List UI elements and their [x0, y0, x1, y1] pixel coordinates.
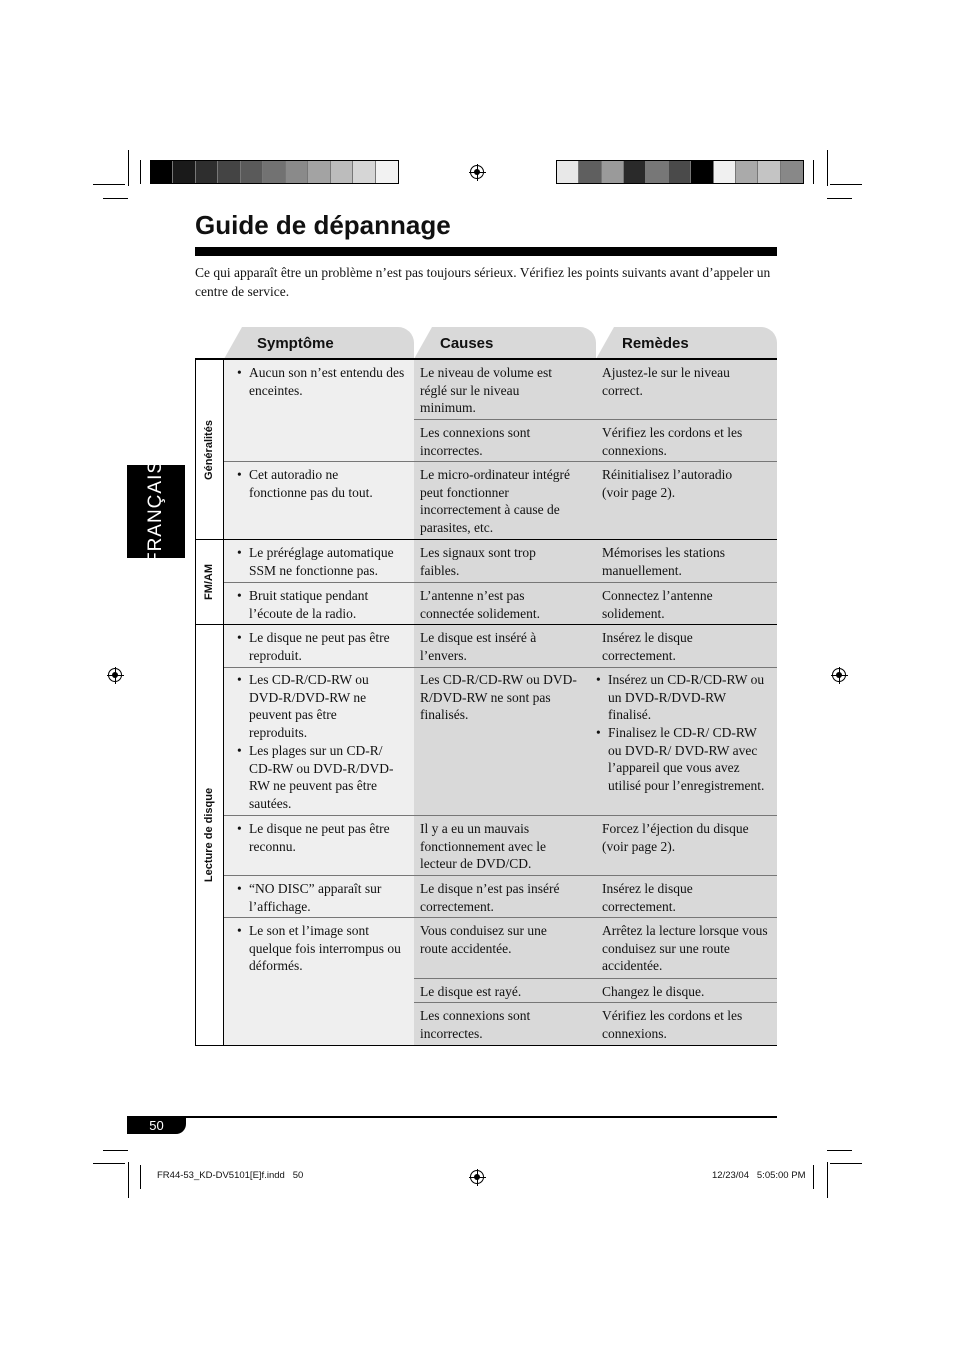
- row-divider: [224, 667, 777, 668]
- cause-cell: Il y a eu un mauvais fonctionnement avec le lecteur de DVD/CD.: [420, 821, 546, 872]
- symptom-cell: • Bruit statique pendant l’écoute de la radio.: [249, 587, 399, 622]
- symptom-cell: • Le disque ne peut pas être reproduit.: [249, 629, 409, 664]
- remedy-cell: Arrêtez la lecture lorsque vous conduisez sur une route accidentée.: [602, 923, 768, 974]
- remedy-cell: Forcez l’éjection du disque (voir page 2).: [602, 821, 749, 854]
- slug-filename: FR44-53_KD-DV5101[E]f.indd 50: [157, 1170, 304, 1181]
- remedy-cell: Changez le disque.: [602, 984, 705, 999]
- cause-cell: L’antenne n’est pas connectée solidement.: [420, 588, 540, 621]
- row-divider: [414, 419, 777, 420]
- cause-cell: Le disque n’est pas inséré correctement.: [420, 881, 560, 914]
- symptom-cell: • Les CD-R/CD-RW ou DVD-R/DVD-RW ne peuvent pas être reproduits.: [249, 671, 389, 741]
- remedy-cell: • Insérez un CD-R/CD-RW ou un DVD-R/DVD-RW finalisé.: [608, 671, 768, 724]
- cause-cell: Les connexions sont incorrectes.: [420, 425, 531, 458]
- page-title: Guide de dépannage: [195, 210, 451, 240]
- header-symptom: Symptôme: [224, 327, 414, 359]
- symptom-cell: • Le son et l’image sont quelque fois interrompus ou déformés.: [249, 922, 404, 975]
- remedy-cell: Connectez l’antenne solidement.: [602, 588, 713, 621]
- cause-cell: Le niveau de volume est réglé sur le niveau minimum.: [420, 365, 552, 416]
- row-divider: [224, 815, 777, 816]
- remedy-cell: Insérez le disque correctement.: [602, 881, 693, 914]
- crop-mark: [813, 160, 814, 184]
- symptom-cell: • Les plages sur un CD-R/ CD-RW ou DVD-R/DVD-RW ne peuvent pas être sautées.: [249, 742, 409, 812]
- category-lecture-de-disque: Lecture de disque: [195, 625, 224, 1045]
- registration-mark-icon: [470, 1170, 484, 1184]
- remedy-cell: Réinitialisez l’autoradio (voir page 2).: [602, 467, 733, 500]
- registration-mark-icon: [108, 668, 122, 682]
- crop-mark: [830, 184, 862, 185]
- cause-cell: Les connexions sont incorrectes.: [420, 1008, 531, 1041]
- cause-cell: Le disque est rayé.: [420, 984, 522, 999]
- category-fm-am: FM/AM: [195, 540, 224, 624]
- remedy-cell: Vérifiez les cordons et les connexions.: [602, 425, 743, 458]
- remedy-cell: Mémorises les stations manuellement.: [602, 545, 725, 578]
- crop-mark: [128, 150, 129, 186]
- row-divider: [224, 539, 777, 540]
- row-divider: [414, 1002, 777, 1003]
- crop-mark: [93, 1163, 125, 1164]
- cause-cell: Le disque est inséré à l’envers.: [420, 630, 537, 663]
- language-tab-label: FRANÇAIS: [145, 459, 166, 564]
- cause-cell: Les CD-R/CD-RW ou DVD-R/DVD-RW ne sont pas finalisés.: [420, 672, 577, 723]
- category-generalites: Généralités: [195, 360, 224, 540]
- registration-mark-icon: [470, 165, 484, 179]
- crop-mark: [103, 1150, 128, 1151]
- row-divider: [224, 875, 777, 876]
- symptom-cell: • Le préréglage automatique SSM ne fonctionne pas.: [249, 544, 411, 579]
- crop-mark: [93, 184, 125, 185]
- crop-mark: [128, 1162, 129, 1198]
- crop-mark: [827, 1150, 852, 1151]
- title-rule: [195, 247, 777, 256]
- slug-timestamp: 12/23/04 5:05:00 PM: [712, 1170, 806, 1181]
- cause-cell: Vous conduisez sur une route accidentée.: [420, 923, 547, 956]
- symptom-cell: • Aucun son n’est entendu des enceintes.: [249, 364, 409, 399]
- header-remedies: Remèdes: [596, 327, 777, 359]
- crop-mark: [103, 198, 128, 199]
- crop-mark: [830, 1163, 862, 1164]
- row-divider: [224, 461, 777, 462]
- symptom-cell: • Le disque ne peut pas être reconnu.: [249, 820, 409, 855]
- page-number: 50: [127, 1118, 186, 1134]
- remedy-cell: Insérez le disque correctement.: [602, 630, 693, 663]
- crop-mark: [140, 1165, 141, 1189]
- footer-rule: [127, 1116, 777, 1118]
- cause-cell: Les signaux sont trop faibles.: [420, 545, 536, 578]
- registration-mark-icon: [832, 668, 846, 682]
- crop-mark: [827, 1162, 828, 1198]
- remedy-cell: Vérifiez les cordons et les connexions.: [602, 1008, 743, 1041]
- crop-mark: [827, 150, 828, 186]
- intro-text: Ce qui apparaît être un problème n’est pas toujours sérieux. Vérifiez les points suivants avant d’appeler un centre de service.: [195, 265, 771, 299]
- crop-mark: [827, 198, 852, 199]
- row-divider: [224, 917, 777, 918]
- language-tab: [127, 459, 185, 564]
- row-divider: [224, 582, 777, 583]
- crop-mark: [140, 160, 141, 184]
- crop-mark: [813, 1165, 814, 1189]
- cause-cell: Le micro-ordinateur intégré peut fonctionner incorrectement à cause de parasites, etc.: [420, 467, 570, 535]
- row-divider: [224, 624, 777, 625]
- remedy-cell: • Finalisez le CD-R/ CD-RW ou DVD-R/ DVD-RW avec l’appareil que vous avez utilisé pour l’enregistrement.: [608, 724, 768, 794]
- color-bar-right: [556, 160, 804, 184]
- remedy-cell: Ajustez-le sur le niveau correct.: [602, 365, 730, 398]
- header-causes: Causes: [414, 327, 596, 359]
- symptom-cell: • “NO DISC” apparaît sur l’affichage.: [249, 880, 404, 915]
- symptom-cell: • Cet autoradio ne fonctionne pas du tout.: [249, 466, 399, 501]
- color-bar-left: [150, 160, 399, 184]
- row-divider: [414, 978, 777, 979]
